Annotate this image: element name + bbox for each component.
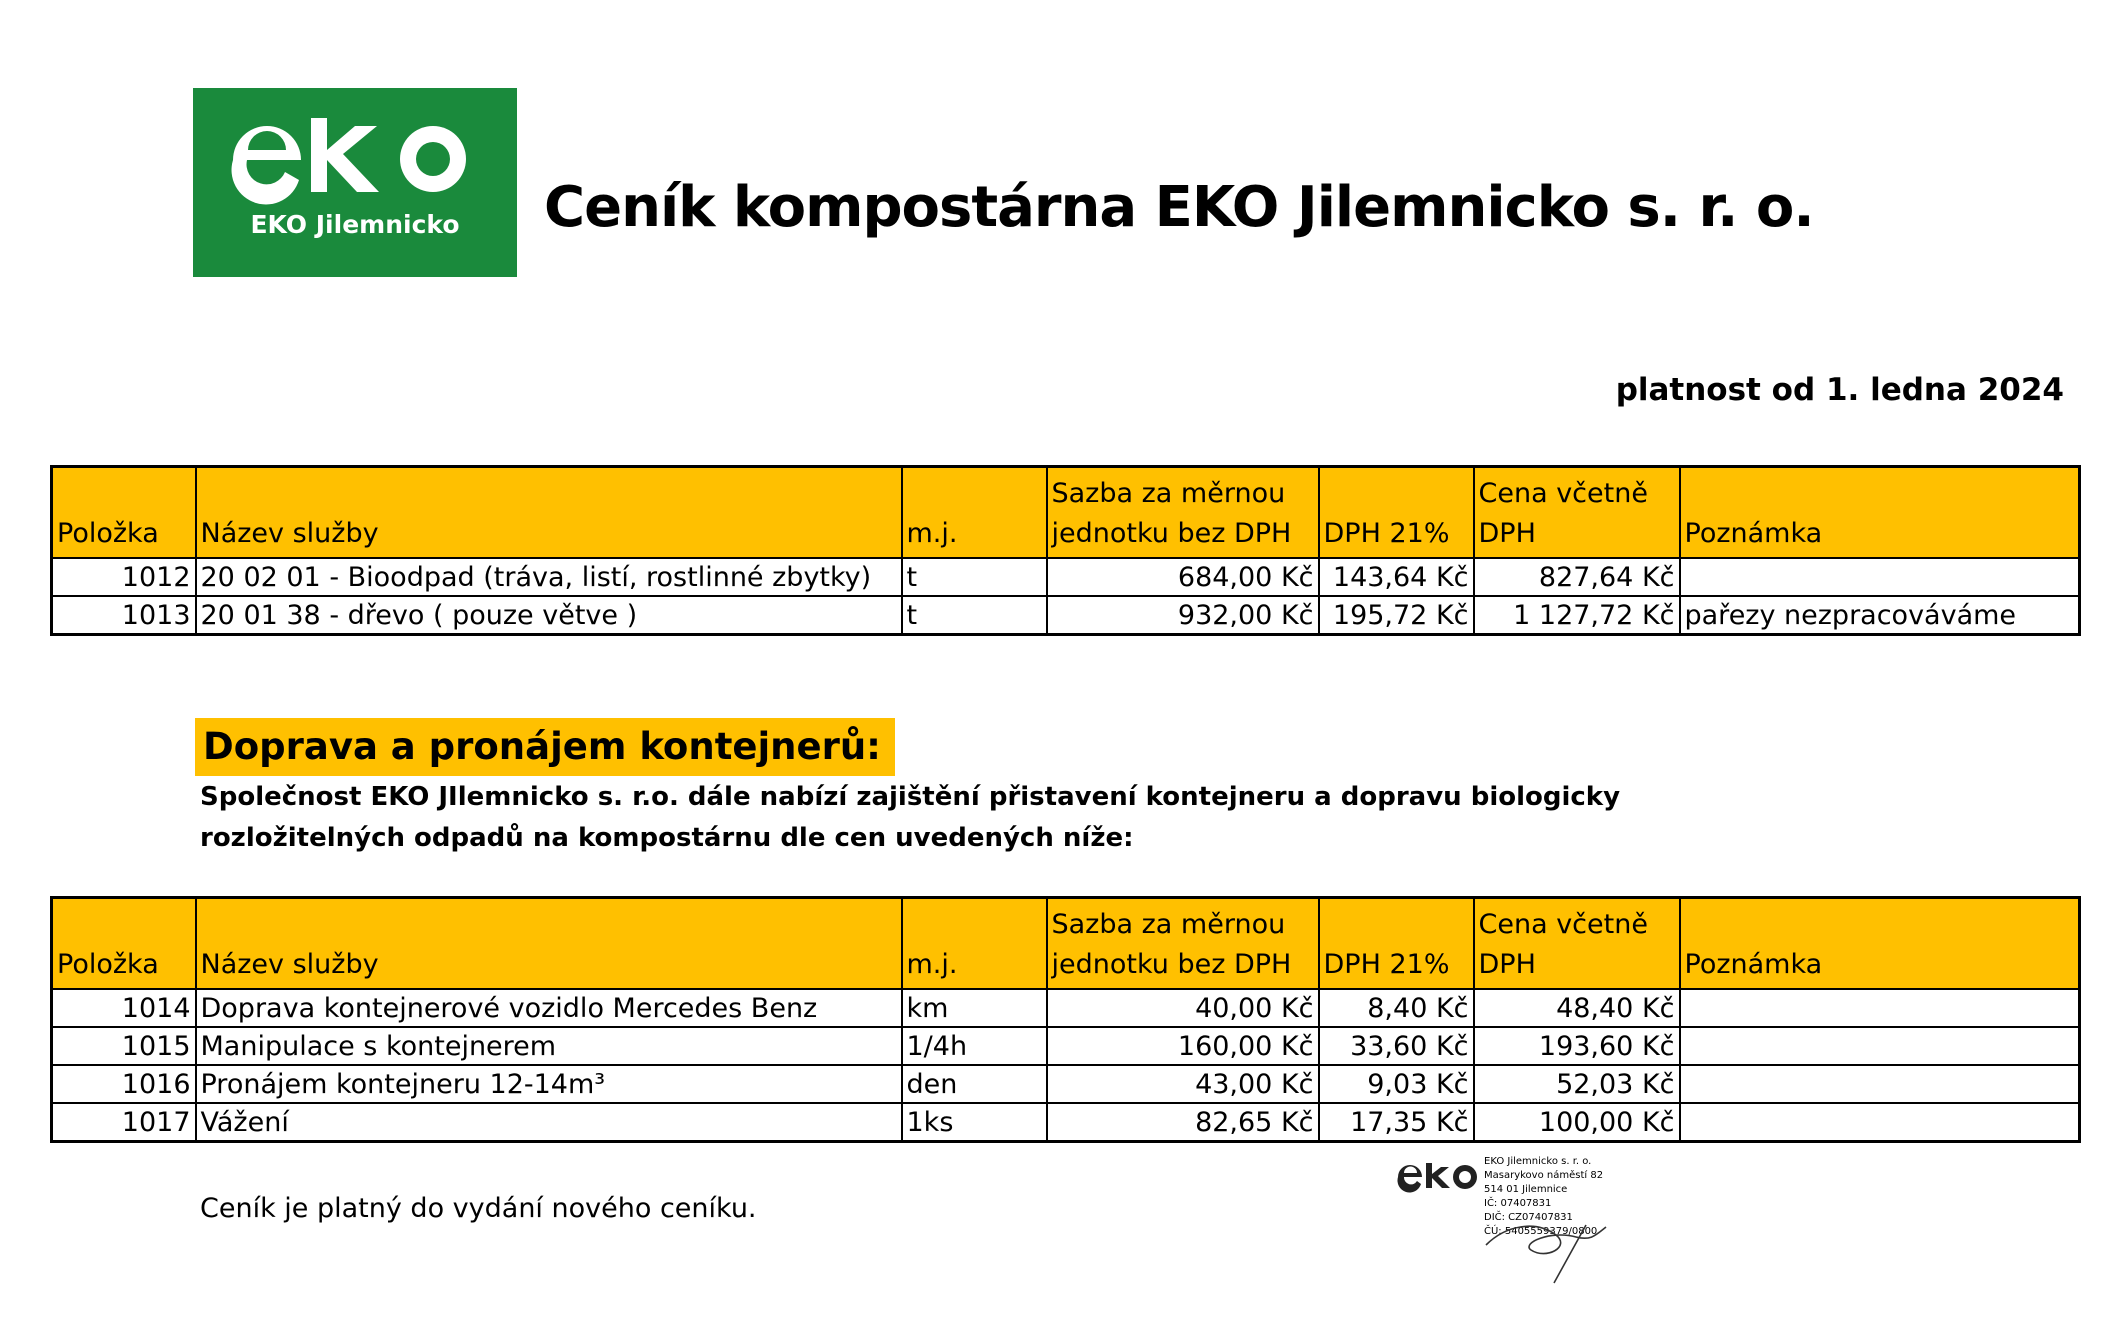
cell-unit: km <box>902 989 1047 1027</box>
table-row <box>52 1027 2080 1065</box>
cell-note <box>1680 1103 2080 1142</box>
stamp-line: ČÚ: 5405559379/0800 <box>1484 1226 1598 1237</box>
table-header-row <box>52 467 2080 559</box>
table-row <box>52 596 2080 635</box>
compost-price-table <box>50 465 2081 636</box>
cell-name: Doprava kontejnerové vozidlo Mercedes Benz <box>196 989 902 1027</box>
signature-icon <box>1476 1185 1626 1285</box>
page-title: Ceník kompostárna EKO Jilemnicko s. r. o. <box>544 175 1814 240</box>
col-header-item: Položka <box>52 898 196 990</box>
stamp-line: IČ: 07407831 <box>1484 1198 1552 1209</box>
cell-unit: t <box>902 596 1047 635</box>
cell-note <box>1680 1065 2080 1103</box>
cell-unit: 1/4h <box>902 1027 1047 1065</box>
cell-total: 827,64 Kč <box>1474 558 1680 596</box>
col-header-total: Cena včetně DPH <box>1474 467 1680 559</box>
col-header-note: Poznámka <box>1680 898 2080 990</box>
cell-name: Vážení <box>196 1103 902 1142</box>
cell-rate: 43,00 Kč <box>1047 1065 1319 1103</box>
validity-date: platnost od 1. ledna 2024 <box>1615 372 2064 408</box>
cell-rate: 82,65 Kč <box>1047 1103 1319 1142</box>
cell-item: 1013 <box>52 596 196 635</box>
cell-unit: t <box>902 558 1047 596</box>
cell-name: Pronájem kontejneru 12-14m³ <box>196 1065 902 1103</box>
col-header-note: Poznámka <box>1680 467 2080 559</box>
cell-note <box>1680 989 2080 1027</box>
cell-vat: 33,60 Kč <box>1319 1027 1474 1065</box>
table-row <box>52 989 2080 1027</box>
stamp-logo-icon <box>1396 1157 1480 1193</box>
stamp-line: DIČ: CZ07407831 <box>1484 1212 1573 1223</box>
cell-vat: 195,72 Kč <box>1319 596 1474 635</box>
cell-item: 1014 <box>52 989 196 1027</box>
col-header-name: Název služby <box>196 467 902 559</box>
table-row <box>52 558 2080 596</box>
cell-vat: 9,03 Kč <box>1319 1065 1474 1103</box>
cell-item: 1016 <box>52 1065 196 1103</box>
cell-rate: 684,00 Kč <box>1047 558 1319 596</box>
col-header-unit: m.j. <box>902 467 1047 559</box>
col-header-item: Položka <box>52 467 196 559</box>
col-header-rate: Sazba za měrnou jednotku bez DPH <box>1047 898 1319 990</box>
cell-name: 20 02 01 - Bioodpad (tráva, listí, rostlinné zbytky) <box>196 558 902 596</box>
cell-total: 52,03 Kč <box>1474 1065 1680 1103</box>
col-header-unit: m.j. <box>902 898 1047 990</box>
cell-note <box>1680 1027 2080 1065</box>
stamp-line: Masarykovo náměstí 82 <box>1484 1170 1604 1181</box>
cell-unit: den <box>902 1065 1047 1103</box>
footer-note: Ceník je platný do vydání nového ceníku. <box>200 1193 757 1224</box>
cell-vat: 17,35 Kč <box>1319 1103 1474 1142</box>
table-header-row <box>52 898 2080 990</box>
transport-price-table <box>50 896 2081 1143</box>
col-header-vat: DPH 21% <box>1319 467 1474 559</box>
cell-unit: 1ks <box>902 1103 1047 1142</box>
cell-note: pařezy nezpracováváme <box>1680 596 2080 635</box>
cell-note <box>1680 558 2080 596</box>
cell-total: 1 127,72 Kč <box>1474 596 1680 635</box>
col-header-total: Cena včetně DPH <box>1474 898 1680 990</box>
table-row <box>52 1065 2080 1103</box>
section-description: Společnost EKO JIlemnicko s. r.o. dále nabízí zajištění přistavení kontejneru a dopravu biologicky rozložitelných odpadů na kompostárnu dle cen uvedených níže: <box>200 782 1621 853</box>
col-header-vat: DPH 21% <box>1319 898 1474 990</box>
cell-rate: 160,00 Kč <box>1047 1027 1319 1065</box>
col-header-rate: Sazba za měrnou jednotku bez DPH <box>1047 467 1319 559</box>
cell-rate: 932,00 Kč <box>1047 596 1319 635</box>
cell-item: 1012 <box>52 558 196 596</box>
cell-total: 193,60 Kč <box>1474 1027 1680 1065</box>
eko-wordmark-icon <box>193 88 517 208</box>
cell-vat: 8,40 Kč <box>1319 989 1474 1027</box>
logo-company-name: EKO Jilemnicko <box>250 210 460 239</box>
cell-name: 20 01 38 - dřevo ( pouze větve ) <box>196 596 902 635</box>
company-stamp <box>1396 1155 1646 1285</box>
cell-rate: 40,00 Kč <box>1047 989 1319 1027</box>
cell-total: 48,40 Kč <box>1474 989 1680 1027</box>
stamp-line: EKO Jilemnicko s. r. o. <box>1484 1156 1592 1167</box>
cell-name: Manipulace s kontejnerem <box>196 1027 902 1065</box>
col-header-name: Název služby <box>196 898 902 990</box>
eko-logo <box>193 88 517 277</box>
cell-total: 100,00 Kč <box>1474 1103 1680 1142</box>
cell-item: 1017 <box>52 1103 196 1142</box>
section-heading-transport: Doprava a pronájem kontejnerů: <box>195 718 895 776</box>
stamp-line: 514 01 Jilemnice <box>1484 1184 1568 1195</box>
cell-item: 1015 <box>52 1027 196 1065</box>
cell-vat: 143,64 Kč <box>1319 558 1474 596</box>
table-row <box>52 1103 2080 1142</box>
